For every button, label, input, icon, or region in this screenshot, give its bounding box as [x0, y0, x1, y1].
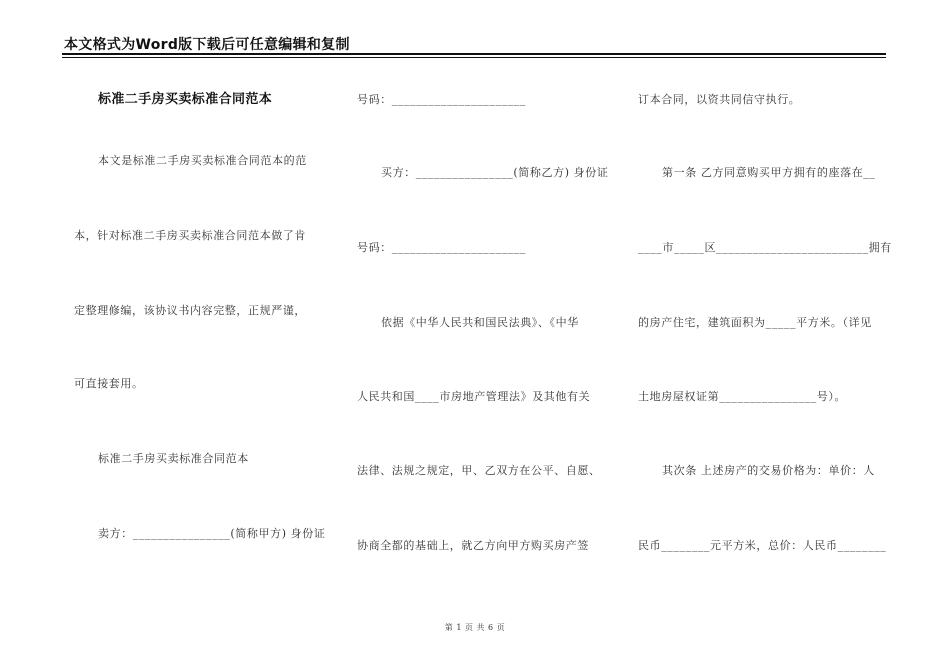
paragraph-line: 第一条 乙方同意购买甲方拥有的座落在__ [662, 166, 876, 179]
header-rule [62, 53, 886, 55]
paragraph-line: 依据《中华人民共和国民法典》、《中华 [381, 316, 579, 329]
page-number: 第 1 页 共 6 页 [444, 623, 506, 632]
paragraph-line: 订本合同，以资共同信守执行。 [638, 93, 801, 106]
paragraph-line: 号码：______________________ [357, 93, 526, 106]
paragraph-line: 法律、法规之规定，甲、乙双方在公平、自愿、 [357, 464, 601, 477]
paragraph-line: ____市_____区_________________________拥有 [638, 241, 892, 254]
paragraph-line: 本，针对标准二手房买卖标准合同范本做了肯 [74, 229, 306, 242]
paragraph-line: 人民共和国____市房地产管理法》及其他有关 [357, 390, 591, 403]
paragraph-line: 卖方：________________(简称甲方) 身份证 [98, 527, 326, 540]
paragraph-line: 民币________元平方米，总价：人民币________ [638, 539, 887, 552]
document-banner: 本文格式为Word版下载后可任意编辑和复制 [64, 37, 350, 53]
paragraph-line: 买方：________________(简称乙方) 身份证 [381, 166, 609, 179]
paragraph-line: 定整理修编，该协议书内容完整，正规严谨， [74, 304, 306, 317]
paragraph-line: 本文是标准二手房买卖标准合同范本的范 [98, 154, 307, 167]
header-rule-thin [62, 57, 886, 58]
paragraph-line: 可直接套用。 [74, 377, 144, 390]
paragraph-line: 其次条 上述房产的交易价格为：单价：人 [662, 464, 875, 477]
paragraph-line: 协商全都的基础上，就乙方向甲方购买房产签 [357, 539, 589, 552]
paragraph-line: 的房产住宅，建筑面积为_____平方米。（详见 [638, 316, 872, 329]
document-title: 标准二手房买卖标准合同范本 [98, 92, 273, 107]
paragraph-line: 号码：______________________ [357, 241, 526, 254]
section-heading: 标准二手房买卖标准合同范本 [98, 452, 249, 465]
paragraph-line: 土地房屋权证第________________号）。 [638, 390, 847, 403]
